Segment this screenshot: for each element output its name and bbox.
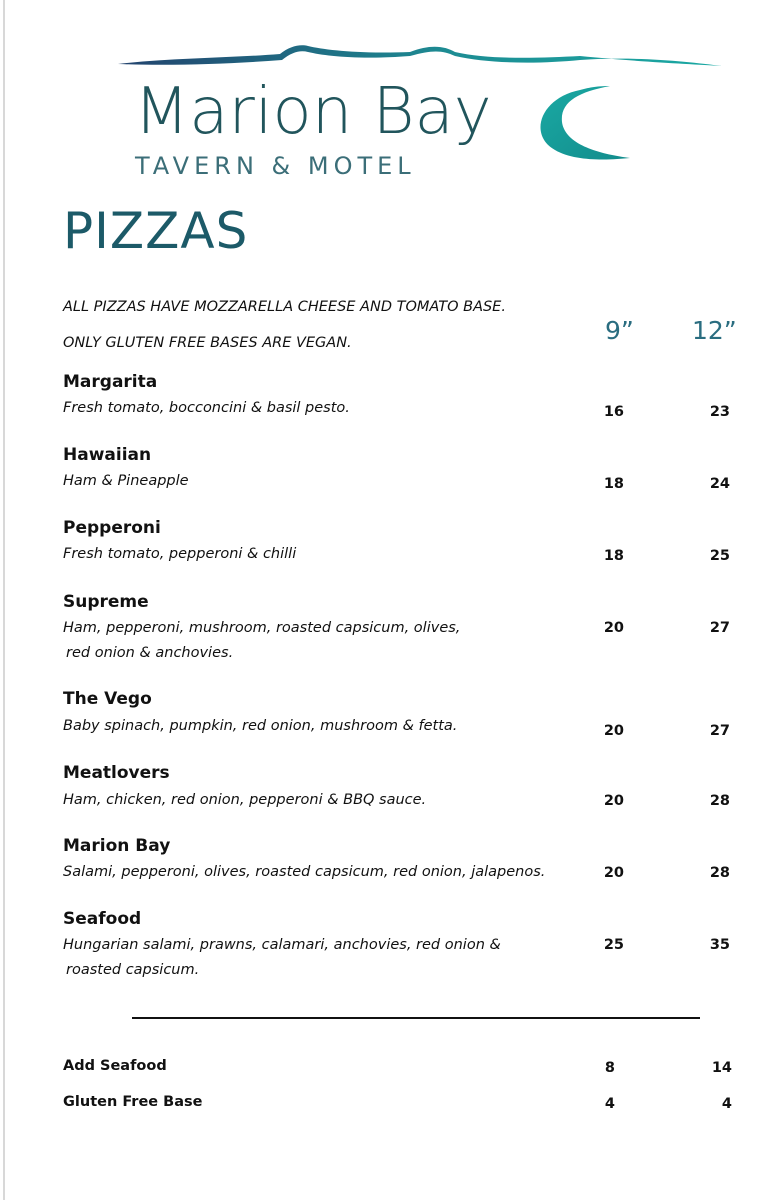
brand-subtitle: TAVERN & MOTEL (135, 152, 416, 180)
item-name-the-vego: The Vego (63, 689, 152, 709)
item-desc-supreme: Ham, pepperoni, mushroom, roasted capsicum, olives, (63, 620, 461, 636)
price-9-supreme: 20 (603, 620, 624, 636)
extra-name-gluten-free-base: Gluten Free Base (63, 1094, 203, 1110)
price-9-margarita: 16 (603, 404, 624, 420)
extra-price-12-gluten-free-base: 4 (721, 1096, 732, 1112)
price-9-seafood: 25 (603, 937, 624, 953)
price-12-the-vego: 27 (709, 723, 730, 739)
item-name-margarita: Margarita (63, 372, 158, 392)
price-12-marion-bay: 28 (709, 865, 730, 881)
item-desc-the-vego: Baby spinach, pumpkin, red onion, mushroom & fetta. (63, 718, 458, 734)
item-name-pepperoni: Pepperoni (63, 518, 161, 538)
item-desc-seafood-line2: roasted capsicum. (66, 962, 200, 978)
price-9-marion-bay: 20 (603, 865, 624, 881)
extra-name-add-seafood: Add Seafood (63, 1058, 167, 1074)
item-desc-pepperoni: Fresh tomato, pepperoni & chilli (63, 546, 297, 562)
price-12-pepperoni: 25 (709, 548, 730, 564)
item-desc-margarita: Fresh tomato, bocconcini & basil pesto. (63, 400, 350, 416)
extra-price-12-add-seafood: 14 (711, 1060, 732, 1076)
price-12-hawaiian: 24 (709, 476, 730, 492)
price-9-meatlovers: 20 (603, 793, 624, 809)
item-name-seafood: Seafood (63, 909, 142, 929)
item-desc-supreme-line2: red onion & anchovies. (66, 645, 234, 661)
item-name-supreme: Supreme (63, 592, 149, 612)
price-9-pepperoni: 18 (603, 548, 624, 564)
price-12-supreme: 27 (709, 620, 730, 636)
item-desc-seafood: Hungarian salami, prawns, calamari, anchovies, red onion & (63, 937, 501, 953)
item-name-meatlovers: Meatlovers (63, 763, 170, 783)
note-vegan: ONLY GLUTEN FREE BASES ARE VEGAN. (63, 335, 352, 351)
price-12-seafood: 35 (709, 937, 730, 953)
extra-price-9-gluten-free-base: 4 (604, 1096, 615, 1112)
extra-price-9-add-seafood: 8 (604, 1060, 615, 1076)
section-divider (132, 1017, 700, 1019)
item-desc-marion-bay: Salami, pepperoni, olives, roasted capsicum, red onion, jalapenos. (63, 864, 546, 880)
price-9-the-vego: 20 (603, 723, 624, 739)
section-title: PIZZAS (63, 202, 249, 260)
item-desc-meatlovers: Ham, chicken, red onion, pepperoni & BBQ sauce. (63, 792, 427, 808)
size-header-12: 12” (692, 316, 737, 345)
item-desc-hawaiian: Ham & Pineapple (63, 473, 189, 489)
price-12-margarita: 23 (709, 404, 730, 420)
item-name-hawaiian: Hawaiian (63, 445, 152, 465)
page-edge-rule (3, 0, 5, 1200)
note-mozzarella: ALL PIZZAS HAVE MOZZARELLA CHEESE AND TOMATO BASE. (63, 299, 506, 315)
price-12-meatlovers: 28 (709, 793, 730, 809)
size-header-9: 9” (605, 316, 634, 345)
item-name-marion-bay: Marion Bay (63, 836, 171, 856)
brand-name: Marion Bay (134, 75, 492, 149)
price-9-hawaiian: 18 (603, 476, 624, 492)
